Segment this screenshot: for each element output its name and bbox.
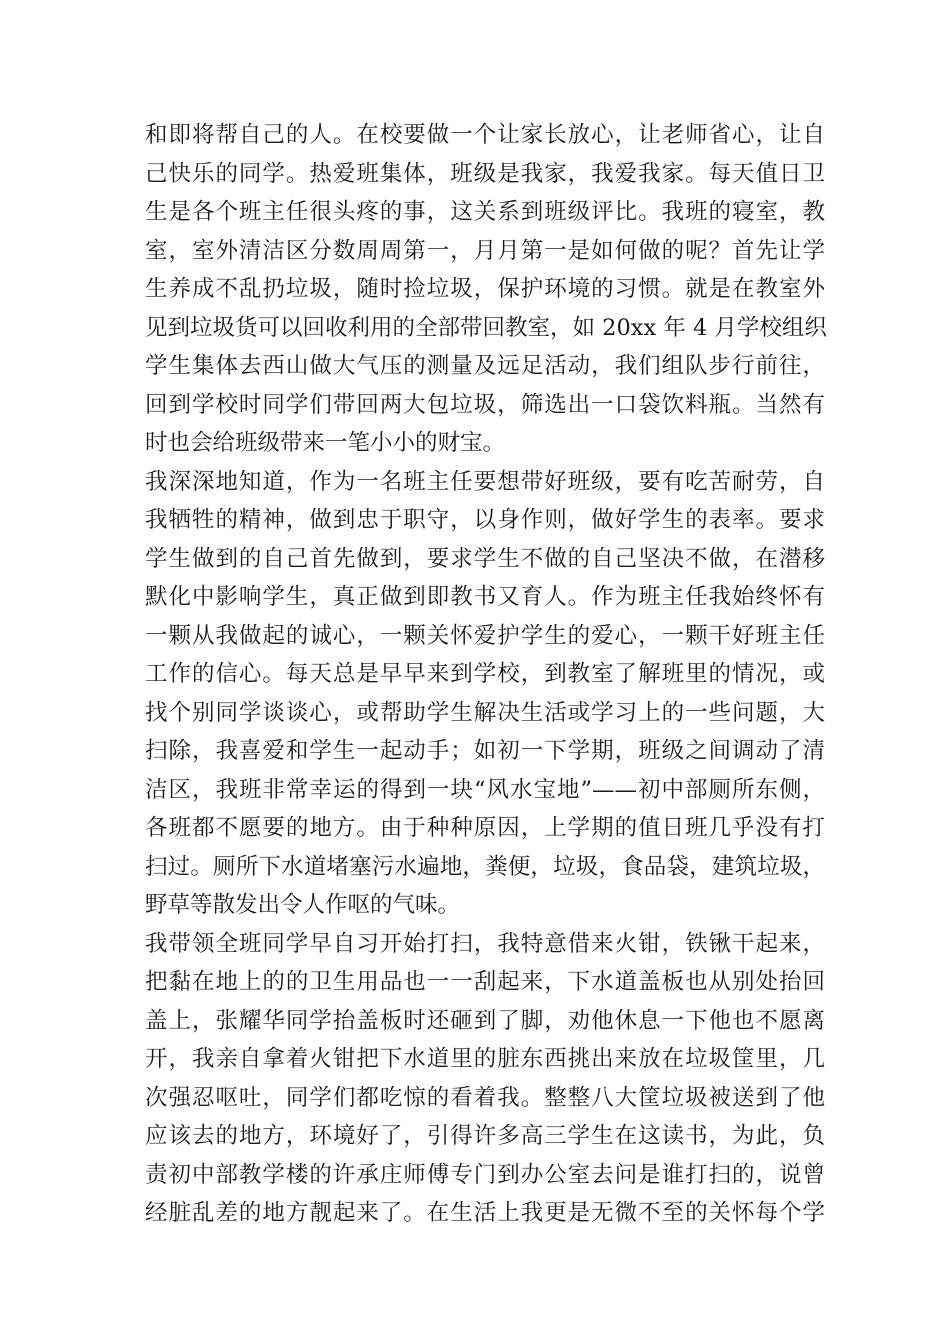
- text-line: 扫过。厕所下水道堵塞污水遍地，粪便，垃圾，食品袋，建筑垃圾，: [145, 853, 825, 880]
- text-line: 回到学校时同学们带回两大包垃圾，筛选出一口袋饮料瓶。当然有: [145, 391, 825, 418]
- text-line: 各班都不愿要的地方。由于种种原因，上学期的值日班几乎没有打: [145, 815, 825, 841]
- text-line: 我深深地知道，作为一名班主任要想带好班级，要有吃苦耐劳，自: [145, 468, 825, 495]
- text-line: 扫除，我喜爱和学生一起动手；如初一下学期，班级之间调动了清: [145, 738, 825, 764]
- text-line: 责初中部教学楼的许承庄师傅专门到办公室去问是谁打扫的，说曾: [145, 1161, 825, 1188]
- text-line: 一颗从我做起的诚心，一颗关怀爱护学生的爱心，一颗干好班主任: [145, 622, 825, 649]
- text-line: 次强忍呕吐，同学们都吃惊的看着我。整整八大筐垃圾被送到了他: [145, 1084, 825, 1111]
- text-line: 应该去的地方，环境好了，引得许多高三学生在这读书，为此，负: [145, 1123, 825, 1149]
- text-line: 和即将帮自己的人。在校要做一个让家长放心，让老师省心，让自: [145, 122, 825, 148]
- text-line: 己快乐的同学。热爱班集体，班级是我家，我爱我家。每天值日卫: [145, 160, 825, 187]
- text-line: 生养成不乱扔垃圾，随时捡垃圾，保护环境的习惯。就是在教室外: [145, 276, 825, 302]
- text-line: 工作的信心。每天总是早早来到学校，到教室了解班里的情况，或: [145, 661, 825, 687]
- text-line: 经脏乱差的地方靓起来了。在生活上我更是无微不至的关怀每个学: [145, 1200, 825, 1226]
- text-line: 生是各个班主任很头疼的事，这关系到班级评比。我班的寝室，教: [145, 199, 825, 225]
- text-line: 盖上，张耀华同学抬盖板时还砸到了脚，劝他休息一下他也不愿离: [145, 1007, 825, 1034]
- text-line: 找个别同学谈谈心，或帮助学生解决生活或学习上的一些问题，大: [145, 699, 825, 726]
- text-line: 见到垃圾货可以回收利用的全部带回教室，如 20xx 年 4 月学校组织: [145, 314, 827, 341]
- text-line: 洁区，我班非常幸运的得到一块“风水宝地”——初中部厕所东侧，: [145, 776, 825, 803]
- body-text: [145, 116, 825, 1233]
- text-line: 我带领全班同学早自习开始打扫，我特意借来火钳，铁锹干起来，: [145, 930, 825, 957]
- text-line: 我牺牲的精神，做到忠于职守，以身作则，做好学生的表率。要求: [145, 507, 825, 533]
- text-line: 把黏在地上的的卫生用品也一一刮起来，下水道盖板也从别处抬回: [145, 969, 825, 995]
- text-line: 学生做到的自己首先做到，要求学生不做的自己坚决不做，在潜移: [145, 545, 825, 572]
- text-line: 时也会给班级带来一笔小小的财宝。: [145, 430, 506, 456]
- text-line: 野草等散发出令人作呕的气味。: [145, 892, 461, 918]
- text-line: 学生集体去西山做大气压的测量及远足活动，我们组队步行前往，: [145, 353, 825, 379]
- text-line: 室，室外清洁区分数周周第一，月月第一是如何做的呢？首先让学: [145, 237, 825, 264]
- text-line: 默化中影响学生，真正做到即教书又育人。作为班主任我始终怀有: [145, 584, 825, 610]
- text-line: 开，我亲自拿着火钳把下水道里的脏东西挑出来放在垃圾筐里，几: [145, 1046, 825, 1072]
